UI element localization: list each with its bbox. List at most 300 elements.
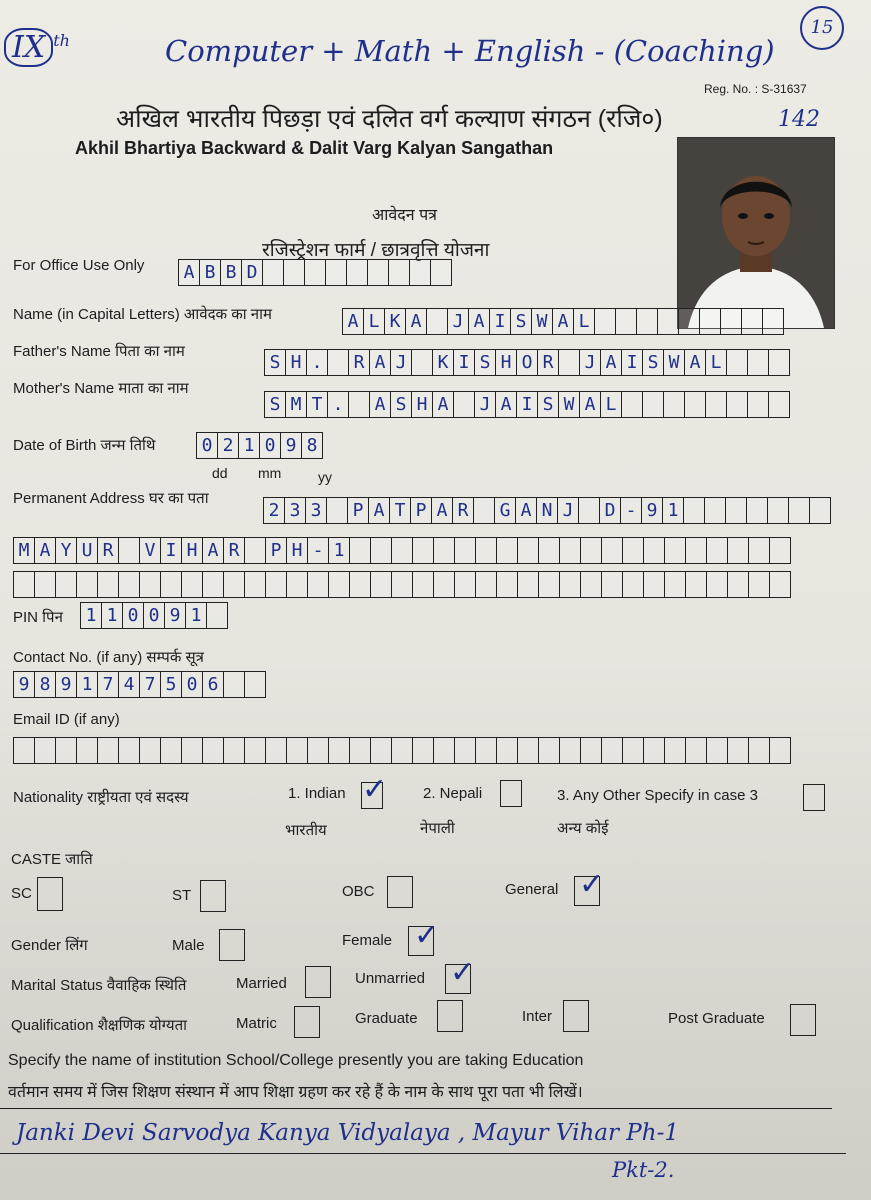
char-box[interactable] <box>304 259 326 286</box>
email-boxes[interactable] <box>13 737 790 766</box>
char-box[interactable] <box>496 537 518 564</box>
char-box[interactable]: A <box>515 497 537 524</box>
char-box[interactable] <box>453 391 475 418</box>
char-box[interactable]: A <box>202 537 224 564</box>
char-box[interactable] <box>643 737 665 764</box>
char-box[interactable] <box>767 497 789 524</box>
char-box[interactable]: L <box>705 349 727 376</box>
char-box[interactable] <box>748 571 770 598</box>
char-box[interactable] <box>328 571 350 598</box>
char-box[interactable]: 9 <box>55 671 77 698</box>
char-box[interactable] <box>34 571 56 598</box>
char-box[interactable] <box>475 537 497 564</box>
char-box[interactable]: 2 <box>263 497 285 524</box>
char-box[interactable]: H <box>495 349 517 376</box>
office-label: For Office Use Only <box>13 257 145 274</box>
char-box[interactable] <box>664 537 686 564</box>
mother-name-boxes[interactable] <box>264 391 789 420</box>
char-box[interactable]: J <box>557 497 579 524</box>
char-box[interactable]: S <box>510 308 532 335</box>
char-box[interactable]: T <box>389 497 411 524</box>
char-box[interactable] <box>636 308 658 335</box>
char-box[interactable] <box>244 671 266 698</box>
char-box[interactable]: 9 <box>280 432 302 459</box>
char-box[interactable]: T <box>306 391 328 418</box>
char-box[interactable]: 4 <box>118 671 140 698</box>
grade-sup: th <box>53 31 70 50</box>
char-box[interactable]: P <box>410 497 432 524</box>
char-box[interactable]: B <box>199 259 221 286</box>
marital-unmarried-tick: ✓ <box>450 955 476 990</box>
char-box[interactable]: J <box>579 349 601 376</box>
qual-matric-checkbox[interactable] <box>294 1006 320 1038</box>
char-box[interactable]: R <box>452 497 474 524</box>
char-box[interactable]: S <box>264 349 286 376</box>
char-box[interactable]: U <box>76 537 98 564</box>
char-box[interactable]: A <box>431 497 453 524</box>
nationality-other: 3. Any Other Specify in case 3 <box>557 787 758 804</box>
char-box[interactable] <box>621 391 643 418</box>
char-box[interactable] <box>684 391 706 418</box>
char-box[interactable]: 0 <box>122 602 144 629</box>
char-box[interactable] <box>76 737 98 764</box>
side-number: 142 <box>778 107 820 132</box>
char-box[interactable]: V <box>139 537 161 564</box>
char-box[interactable]: G <box>494 497 516 524</box>
char-box[interactable]: 0 <box>259 432 281 459</box>
char-box[interactable] <box>307 737 329 764</box>
char-box[interactable]: P <box>347 497 369 524</box>
institution-line2[interactable]: Pkt-2. <box>612 1158 675 1182</box>
char-box[interactable]: Y <box>55 537 77 564</box>
char-box[interactable] <box>706 537 728 564</box>
char-box[interactable] <box>411 349 433 376</box>
char-box[interactable]: A <box>579 391 601 418</box>
char-box[interactable] <box>433 571 455 598</box>
char-box[interactable]: J <box>447 308 469 335</box>
char-box[interactable]: R <box>348 349 370 376</box>
char-box[interactable]: 8 <box>34 671 56 698</box>
char-box[interactable] <box>13 737 35 764</box>
contact-boxes[interactable] <box>13 671 265 700</box>
char-box[interactable]: R <box>97 537 119 564</box>
char-box[interactable]: H <box>286 537 308 564</box>
char-box[interactable] <box>538 737 560 764</box>
char-box[interactable] <box>762 308 784 335</box>
circled-number: 15 <box>800 6 844 50</box>
char-box[interactable]: H <box>181 537 203 564</box>
char-box[interactable]: 8 <box>301 432 323 459</box>
institution-line1[interactable]: Janki Devi Sarvodya Kanya Vidyalaya , Mayur Vihar Ph-1 <box>16 1120 679 1146</box>
char-box[interactable] <box>454 571 476 598</box>
caste-st: ST <box>172 887 192 904</box>
char-box[interactable]: A <box>468 308 490 335</box>
char-box[interactable]: A <box>342 308 364 335</box>
char-box[interactable] <box>426 308 448 335</box>
char-box[interactable] <box>683 497 705 524</box>
char-box[interactable] <box>97 571 119 598</box>
char-box[interactable]: 0 <box>143 602 165 629</box>
form-title: आवेदन पत्र <box>372 207 437 224</box>
char-box[interactable] <box>370 737 392 764</box>
char-box[interactable] <box>727 571 749 598</box>
char-box[interactable] <box>328 737 350 764</box>
char-box[interactable] <box>538 537 560 564</box>
char-box[interactable] <box>769 537 791 564</box>
char-box[interactable] <box>286 737 308 764</box>
char-box[interactable]: R <box>537 349 559 376</box>
nationality-nepali-checkbox[interactable] <box>500 780 522 807</box>
char-box[interactable] <box>475 737 497 764</box>
char-box[interactable]: 2 <box>217 432 239 459</box>
char-box[interactable]: 1 <box>76 671 98 698</box>
char-box[interactable] <box>391 537 413 564</box>
grade-text: IX <box>4 28 53 67</box>
char-box[interactable] <box>348 391 370 418</box>
name-boxes[interactable] <box>342 308 783 337</box>
char-box[interactable] <box>265 571 287 598</box>
char-box[interactable]: 7 <box>97 671 119 698</box>
nationality-other-hindi: अन्य कोई <box>557 820 609 837</box>
char-box[interactable] <box>223 671 245 698</box>
char-box[interactable] <box>473 497 495 524</box>
char-box[interactable] <box>768 391 790 418</box>
char-box[interactable] <box>517 571 539 598</box>
char-box[interactable] <box>663 391 685 418</box>
char-box[interactable]: - <box>307 537 329 564</box>
char-box[interactable] <box>349 571 371 598</box>
char-box[interactable] <box>580 571 602 598</box>
char-box[interactable] <box>118 537 140 564</box>
char-box[interactable]: O <box>516 349 538 376</box>
char-box[interactable] <box>704 497 726 524</box>
char-box[interactable] <box>727 537 749 564</box>
char-box[interactable]: H <box>411 391 433 418</box>
char-box[interactable] <box>706 571 728 598</box>
grade-note <box>4 30 70 65</box>
char-box[interactable]: I <box>160 537 182 564</box>
char-box[interactable] <box>118 571 140 598</box>
char-box[interactable] <box>326 497 348 524</box>
char-box[interactable] <box>578 497 600 524</box>
char-box[interactable] <box>206 602 228 629</box>
father-name-boxes[interactable] <box>264 349 789 378</box>
char-box[interactable]: J <box>390 349 412 376</box>
caste-sc: SC <box>11 885 32 902</box>
char-box[interactable] <box>327 349 349 376</box>
char-box[interactable] <box>223 571 245 598</box>
dob-boxes[interactable] <box>196 432 322 461</box>
char-box[interactable]: L <box>600 391 622 418</box>
char-box[interactable] <box>720 308 742 335</box>
char-box[interactable] <box>601 537 623 564</box>
char-box[interactable] <box>747 391 769 418</box>
char-box[interactable]: S <box>264 391 286 418</box>
qualification-label: Qualification शैक्षणिक योग्यता <box>11 1017 188 1034</box>
char-box[interactable] <box>286 571 308 598</box>
char-box[interactable] <box>726 391 748 418</box>
char-box[interactable]: M <box>285 391 307 418</box>
char-box[interactable] <box>685 737 707 764</box>
char-box[interactable] <box>367 259 389 286</box>
char-box[interactable]: S <box>390 391 412 418</box>
char-box[interactable] <box>370 571 392 598</box>
char-box[interactable] <box>699 308 721 335</box>
char-box[interactable] <box>601 737 623 764</box>
char-box[interactable]: I <box>621 349 643 376</box>
char-box[interactable]: . <box>327 391 349 418</box>
char-box[interactable] <box>475 571 497 598</box>
char-box[interactable]: M <box>13 537 35 564</box>
char-box[interactable] <box>747 349 769 376</box>
char-box[interactable] <box>346 259 368 286</box>
char-box[interactable]: A <box>34 537 56 564</box>
char-box[interactable] <box>13 571 35 598</box>
char-box[interactable]: 9 <box>641 497 663 524</box>
char-box[interactable] <box>244 571 266 598</box>
char-box[interactable]: I <box>453 349 475 376</box>
divider <box>0 1108 832 1110</box>
char-box[interactable] <box>664 737 686 764</box>
char-box[interactable]: D <box>599 497 621 524</box>
char-box[interactable] <box>244 737 266 764</box>
char-box[interactable]: A <box>178 259 200 286</box>
char-box[interactable] <box>538 571 560 598</box>
char-box[interactable]: 6 <box>202 671 224 698</box>
char-box[interactable] <box>769 571 791 598</box>
char-box[interactable]: 0 <box>196 432 218 459</box>
caste-label: CASTE जाति <box>11 851 93 868</box>
char-box[interactable] <box>202 571 224 598</box>
char-box[interactable]: R <box>223 537 245 564</box>
char-box[interactable] <box>657 308 679 335</box>
dob-label: Date of Birth जन्म तिथि <box>13 437 156 454</box>
gender-male-checkbox[interactable] <box>219 929 245 961</box>
char-box[interactable] <box>349 737 371 764</box>
char-box[interactable]: A <box>600 349 622 376</box>
char-box[interactable] <box>622 737 644 764</box>
char-box[interactable]: I <box>516 391 538 418</box>
char-box[interactable]: 9 <box>164 602 186 629</box>
char-box[interactable] <box>262 259 284 286</box>
char-box[interactable] <box>725 497 747 524</box>
char-box[interactable] <box>706 737 728 764</box>
dob-mm: mm <box>258 465 282 481</box>
char-box[interactable] <box>409 259 431 286</box>
marital-unmarried: Unmarried <box>355 970 426 987</box>
char-box[interactable] <box>391 737 413 764</box>
char-box[interactable]: W <box>663 349 685 376</box>
char-box[interactable]: I <box>489 308 511 335</box>
char-box[interactable]: 3 <box>284 497 306 524</box>
qual-post-graduate-checkbox[interactable] <box>790 1004 816 1036</box>
char-box[interactable]: 1 <box>328 537 350 564</box>
char-box[interactable]: 0 <box>181 671 203 698</box>
char-box[interactable]: 1 <box>238 432 260 459</box>
char-box[interactable]: L <box>363 308 385 335</box>
char-box[interactable] <box>496 571 518 598</box>
char-box[interactable]: H <box>285 349 307 376</box>
char-box[interactable] <box>139 571 161 598</box>
char-box[interactable] <box>55 737 77 764</box>
char-box[interactable] <box>664 571 686 598</box>
form-subtitle: रजिस्ट्रेशन फार्म / छात्रवृत्ति योजना <box>262 240 490 261</box>
char-box[interactable] <box>391 571 413 598</box>
qual-graduate: Graduate <box>355 1010 418 1027</box>
char-box[interactable] <box>76 571 98 598</box>
char-box[interactable]: P <box>265 537 287 564</box>
char-box[interactable] <box>809 497 831 524</box>
char-box[interactable]: 1 <box>185 602 207 629</box>
char-box[interactable] <box>244 537 266 564</box>
char-box[interactable] <box>678 308 700 335</box>
pin-label: PIN पिन <box>13 609 63 626</box>
caste-sc-checkbox[interactable] <box>37 877 63 911</box>
char-box[interactable] <box>685 571 707 598</box>
nationality-label: Nationality राष्ट्रीयता एवं सदस्य <box>13 789 189 806</box>
char-box[interactable]: A <box>368 497 390 524</box>
char-box[interactable]: 1 <box>101 602 123 629</box>
char-box[interactable]: 5 <box>160 671 182 698</box>
char-box[interactable]: A <box>552 308 574 335</box>
char-box[interactable] <box>580 737 602 764</box>
char-box[interactable]: A <box>369 349 391 376</box>
char-box[interactable] <box>517 537 539 564</box>
char-box[interactable]: 7 <box>139 671 161 698</box>
char-box[interactable]: A <box>369 391 391 418</box>
char-box[interactable] <box>601 571 623 598</box>
char-box[interactable] <box>202 737 224 764</box>
char-box[interactable] <box>746 497 768 524</box>
char-box[interactable] <box>34 737 56 764</box>
contact-label: Contact No. (if any) सम्पर्क सूत्र <box>13 649 204 666</box>
char-box[interactable] <box>643 571 665 598</box>
char-box[interactable] <box>265 737 287 764</box>
char-box[interactable]: N <box>536 497 558 524</box>
char-box[interactable] <box>559 537 581 564</box>
char-box[interactable] <box>517 737 539 764</box>
char-box[interactable] <box>139 737 161 764</box>
marital-married-checkbox[interactable] <box>305 966 331 998</box>
char-box[interactable]: - <box>620 497 642 524</box>
char-box[interactable] <box>454 737 476 764</box>
char-box[interactable]: A <box>684 349 706 376</box>
char-box[interactable]: K <box>384 308 406 335</box>
char-box[interactable] <box>768 349 790 376</box>
char-box[interactable] <box>325 259 347 286</box>
char-box[interactable] <box>559 571 581 598</box>
qual-matric: Matric <box>236 1015 277 1032</box>
char-box[interactable]: 9 <box>13 671 35 698</box>
char-box[interactable] <box>349 537 371 564</box>
char-box[interactable] <box>370 537 392 564</box>
char-box[interactable]: A <box>405 308 427 335</box>
char-box[interactable] <box>615 308 637 335</box>
char-box[interactable] <box>769 737 791 764</box>
address-line1-boxes[interactable] <box>263 497 830 526</box>
char-box[interactable] <box>454 537 476 564</box>
office-code-boxes[interactable] <box>178 259 451 288</box>
char-box[interactable] <box>748 537 770 564</box>
nationality-other-checkbox[interactable] <box>803 784 825 811</box>
char-box[interactable] <box>283 259 305 286</box>
char-box[interactable]: K <box>432 349 454 376</box>
char-box[interactable]: A <box>495 391 517 418</box>
char-box[interactable] <box>307 571 329 598</box>
char-box[interactable] <box>388 259 410 286</box>
char-box[interactable] <box>622 537 644 564</box>
char-box[interactable] <box>118 737 140 764</box>
char-box[interactable] <box>97 737 119 764</box>
char-box[interactable] <box>412 571 434 598</box>
char-box[interactable] <box>160 737 182 764</box>
caste-general: General <box>505 881 559 898</box>
char-box[interactable] <box>705 391 727 418</box>
char-box[interactable] <box>622 571 644 598</box>
char-box[interactable] <box>412 537 434 564</box>
char-box[interactable] <box>433 537 455 564</box>
institution-label-hi: वर्तमान समय में जिस शिक्षण संस्थान में आप शिक्षा ग्रहण कर रहे हैं के नाम के साथ पूरा पता भी लिखें। <box>8 1084 583 1101</box>
char-box[interactable] <box>160 571 182 598</box>
char-box[interactable]: S <box>537 391 559 418</box>
char-box[interactable]: D <box>241 259 263 286</box>
char-box[interactable] <box>55 571 77 598</box>
char-box[interactable]: L <box>573 308 595 335</box>
char-box[interactable] <box>643 537 665 564</box>
char-box[interactable]: . <box>306 349 328 376</box>
char-box[interactable] <box>558 349 580 376</box>
caste-general-tick: ✓ <box>579 867 605 902</box>
qual-inter: Inter <box>522 1008 553 1025</box>
char-box[interactable]: S <box>474 349 496 376</box>
char-box[interactable] <box>748 737 770 764</box>
char-box[interactable] <box>181 737 203 764</box>
char-box[interactable] <box>741 308 763 335</box>
char-box[interactable] <box>223 737 245 764</box>
char-box[interactable]: B <box>220 259 242 286</box>
caste-st-checkbox[interactable] <box>200 880 226 912</box>
qual-graduate-checkbox[interactable] <box>437 1000 463 1032</box>
caste-obc-checkbox[interactable] <box>387 876 413 908</box>
char-box[interactable] <box>726 349 748 376</box>
char-box[interactable] <box>181 571 203 598</box>
char-box[interactable] <box>559 737 581 764</box>
char-box[interactable]: 3 <box>305 497 327 524</box>
pin-boxes[interactable] <box>80 602 227 631</box>
address-line2-boxes[interactable] <box>13 537 790 566</box>
char-box[interactable]: 1 <box>662 497 684 524</box>
char-box[interactable] <box>594 308 616 335</box>
char-box[interactable]: S <box>642 349 664 376</box>
char-box[interactable] <box>727 737 749 764</box>
char-box[interactable]: W <box>558 391 580 418</box>
char-box[interactable]: A <box>432 391 454 418</box>
address-line3-boxes[interactable] <box>13 571 790 600</box>
char-box[interactable]: J <box>474 391 496 418</box>
char-box[interactable] <box>580 537 602 564</box>
char-box[interactable] <box>496 737 518 764</box>
char-box[interactable] <box>412 737 434 764</box>
char-box[interactable] <box>433 737 455 764</box>
char-box[interactable] <box>685 537 707 564</box>
char-box[interactable]: W <box>531 308 553 335</box>
char-box[interactable] <box>430 259 452 286</box>
char-box[interactable]: 1 <box>80 602 102 629</box>
char-box[interactable] <box>788 497 810 524</box>
char-box[interactable] <box>642 391 664 418</box>
qual-inter-checkbox[interactable] <box>563 1000 589 1032</box>
nationality-indian-tick: ✓ <box>362 772 388 807</box>
